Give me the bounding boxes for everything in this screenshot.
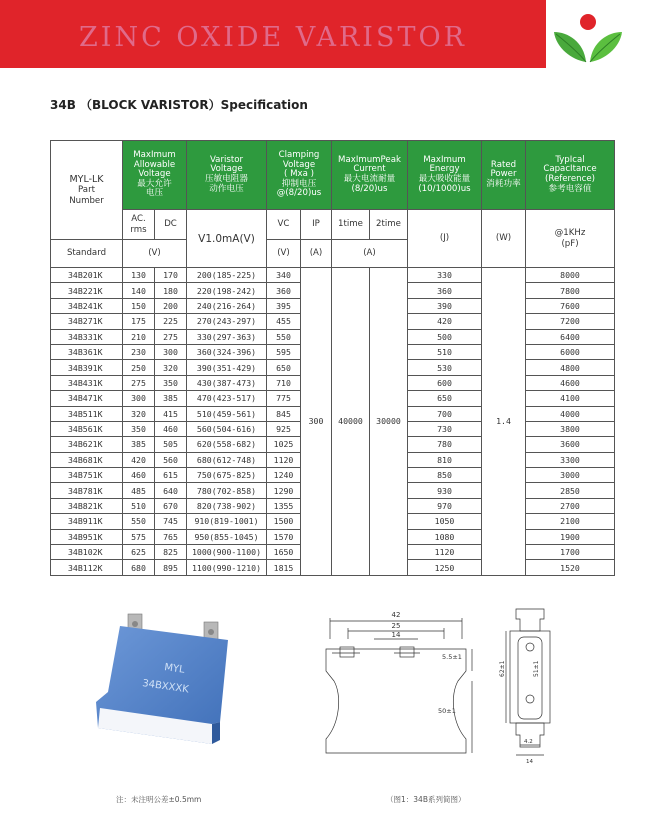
part-number-cell: 34B821K bbox=[51, 498, 123, 513]
header-line: (8/20)us bbox=[351, 183, 388, 194]
header-line: Allowable bbox=[133, 159, 176, 170]
capacitance-cell: 1700 bbox=[526, 545, 615, 560]
dc-subheader: DC bbox=[155, 210, 187, 240]
capacitance-cell: 4100 bbox=[526, 391, 615, 406]
part-header-l3: Number bbox=[69, 195, 104, 206]
header-line: Current bbox=[353, 164, 386, 175]
energy-cell: 390 bbox=[408, 298, 482, 313]
vc-subheader: VC bbox=[267, 210, 301, 240]
header-line: 最大吸收能量 bbox=[418, 174, 471, 184]
clamping-voltage-header bbox=[267, 141, 332, 210]
part-number-cell: 34B681K bbox=[51, 452, 123, 467]
ac-rms-cell: 250 bbox=[123, 360, 155, 375]
clamping-voltage-cell: 1120 bbox=[267, 452, 301, 467]
side-view-drawing bbox=[500, 605, 560, 770]
photo-label-1: MYL bbox=[163, 662, 186, 676]
peak-unit: (A) bbox=[332, 240, 408, 268]
capacitance-cell: 7600 bbox=[526, 298, 615, 313]
dc-cell: 615 bbox=[155, 468, 187, 483]
capacitance-cell: 2100 bbox=[526, 514, 615, 529]
capacitance-cell: 7200 bbox=[526, 314, 615, 329]
header-line: @1KHz bbox=[554, 227, 586, 238]
capacitance-cell: 3800 bbox=[526, 421, 615, 436]
spec-table bbox=[50, 140, 615, 576]
header-line: Energy bbox=[429, 164, 460, 175]
peak-current-header bbox=[332, 141, 408, 210]
ac-rms-cell: 385 bbox=[123, 437, 155, 452]
part-number-cell: 34B751K bbox=[51, 468, 123, 483]
dim-label-50: 50±1 bbox=[438, 707, 456, 715]
part-number-cell: 34B102K bbox=[51, 545, 123, 560]
capacitance-cell: 4000 bbox=[526, 406, 615, 421]
clamping-voltage-cell: 455 bbox=[267, 314, 301, 329]
varistor-voltage-cell: 1100(990-1210) bbox=[187, 560, 267, 575]
part-number-header bbox=[51, 141, 123, 240]
dc-cell: 505 bbox=[155, 437, 187, 452]
leaf-logo-icon bbox=[552, 12, 624, 66]
energy-cell: 930 bbox=[408, 483, 482, 498]
varistor-voltage-cell: 470(423-517) bbox=[187, 391, 267, 406]
varistor-voltage-cell: 220(198-242) bbox=[187, 283, 267, 298]
varistor-voltage-cell: 910(819-1001) bbox=[187, 514, 267, 529]
energy-cell: 1250 bbox=[408, 560, 482, 575]
header-line: MaxImumPeak bbox=[338, 154, 401, 165]
part-number-cell: 34B511K bbox=[51, 406, 123, 421]
clamping-voltage-cell: 1290 bbox=[267, 483, 301, 498]
capacitance-unit bbox=[526, 210, 615, 268]
energy-cell: 510 bbox=[408, 344, 482, 359]
dc-cell: 320 bbox=[155, 360, 187, 375]
part-number-cell: 34B112K bbox=[51, 560, 123, 575]
varistor-voltage-cell: 390(351-429) bbox=[187, 360, 267, 375]
capacitance-cell: 4600 bbox=[526, 375, 615, 390]
varistor-voltage-cell: 820(738-902) bbox=[187, 498, 267, 513]
energy-cell: 530 bbox=[408, 360, 482, 375]
part-number-cell: 34B431K bbox=[51, 375, 123, 390]
vc-unit: (V) bbox=[267, 240, 301, 268]
dc-cell: 640 bbox=[155, 483, 187, 498]
energy-cell: 330 bbox=[408, 268, 482, 283]
dim-label-14b: 14 bbox=[526, 759, 533, 765]
clamping-voltage-cell: 1025 bbox=[267, 437, 301, 452]
capacitance-cell: 4800 bbox=[526, 360, 615, 375]
energy-unit: (J) bbox=[408, 210, 482, 268]
energy-cell: 970 bbox=[408, 498, 482, 513]
dimension-drawing bbox=[300, 605, 500, 765]
energy-cell: 1080 bbox=[408, 529, 482, 544]
clamping-voltage-cell: 775 bbox=[267, 391, 301, 406]
capacitance-cell: 7800 bbox=[526, 283, 615, 298]
dc-cell: 170 bbox=[155, 268, 187, 283]
part-header-l2: Part bbox=[78, 184, 95, 195]
one-time-subheader: 1time bbox=[332, 210, 370, 240]
dc-cell: 200 bbox=[155, 298, 187, 313]
varistor-voltage-cell: 200(185-225) bbox=[187, 268, 267, 283]
standard-label: Standard bbox=[51, 240, 123, 268]
ip-unit: (A) bbox=[301, 240, 332, 268]
header-line: 抑制电压 bbox=[281, 178, 317, 189]
dc-cell: 415 bbox=[155, 406, 187, 421]
energy-cell: 730 bbox=[408, 421, 482, 436]
dc-cell: 745 bbox=[155, 514, 187, 529]
varistor-voltage-cell: 240(216-264) bbox=[187, 298, 267, 313]
capacitance-cell: 3600 bbox=[526, 437, 615, 452]
varistor-voltage-cell: 750(675-825) bbox=[187, 468, 267, 483]
energy-cell: 700 bbox=[408, 406, 482, 421]
varistor-voltage-cell: 950(855-1045) bbox=[187, 529, 267, 544]
spec-table-body bbox=[51, 268, 615, 576]
part-number-cell: 34B271K bbox=[51, 314, 123, 329]
banner-title: ZINC OXIDE VARISTOR bbox=[79, 22, 467, 53]
part-header-l1: MYL-LK bbox=[69, 173, 104, 185]
dc-cell: 460 bbox=[155, 421, 187, 436]
header-line: Power bbox=[490, 169, 517, 180]
energy-cell: 600 bbox=[408, 375, 482, 390]
dc-cell: 275 bbox=[155, 329, 187, 344]
energy-cell: 810 bbox=[408, 452, 482, 467]
capacitance-cell: 3300 bbox=[526, 452, 615, 467]
capacitance-header bbox=[526, 141, 615, 210]
clamping-voltage-cell: 395 bbox=[267, 298, 301, 313]
dc-cell: 385 bbox=[155, 391, 187, 406]
two-time-subheader: 2time bbox=[370, 210, 408, 240]
varistor-voltage-cell: 1000(900-1100) bbox=[187, 545, 267, 560]
header-line: (Reference) bbox=[545, 174, 595, 184]
clamping-voltage-cell: 1240 bbox=[267, 468, 301, 483]
capacitance-cell: 2850 bbox=[526, 483, 615, 498]
ac-rms-subheader bbox=[123, 210, 155, 240]
ip-subheader: IP bbox=[301, 210, 332, 240]
ac-rms-cell: 150 bbox=[123, 298, 155, 313]
part-number-cell: 34B561K bbox=[51, 421, 123, 436]
clamping-voltage-cell: 550 bbox=[267, 329, 301, 344]
header-line: AC. bbox=[131, 213, 146, 224]
clamping-voltage-cell: 1355 bbox=[267, 498, 301, 513]
energy-cell: 850 bbox=[408, 468, 482, 483]
header-line: MaxImum bbox=[133, 150, 176, 161]
voltage-unit: (V) bbox=[123, 240, 187, 268]
table-header-row bbox=[51, 141, 615, 210]
clamping-voltage-cell: 360 bbox=[267, 283, 301, 298]
varistor-voltage-cell: 510(459-561) bbox=[187, 406, 267, 421]
header-line: 电压 bbox=[145, 188, 164, 199]
table-row bbox=[51, 268, 615, 283]
ac-rms-cell: 625 bbox=[123, 545, 155, 560]
energy-cell: 500 bbox=[408, 329, 482, 344]
dim-label-42: 42 bbox=[391, 611, 401, 619]
header-line: Voltage bbox=[282, 159, 316, 170]
ac-rms-cell: 140 bbox=[123, 283, 155, 298]
ac-rms-cell: 230 bbox=[123, 344, 155, 359]
dim-label-25: 25 bbox=[391, 622, 401, 630]
ac-rms-cell: 460 bbox=[123, 468, 155, 483]
capacitance-cell: 2700 bbox=[526, 498, 615, 513]
part-number-cell: 34B331K bbox=[51, 329, 123, 344]
v1ma-subheader: V1.0mA(V) bbox=[187, 210, 267, 268]
rated-power-header bbox=[482, 141, 526, 210]
two-time-cell: 30000 bbox=[370, 268, 408, 576]
figure-caption: （图1：34B系列简图） bbox=[386, 795, 466, 804]
varistor-voltage-cell: 360(324-396) bbox=[187, 344, 267, 359]
header-line: (10/1000)us bbox=[418, 183, 471, 194]
one-time-cell: 40000 bbox=[332, 268, 370, 576]
varistor-voltage-cell: 620(558-682) bbox=[187, 437, 267, 452]
allowable-voltage-header bbox=[123, 141, 187, 210]
part-number-cell: 34B221K bbox=[51, 283, 123, 298]
ip-cell: 300 bbox=[301, 268, 332, 576]
clamping-voltage-cell: 1500 bbox=[267, 514, 301, 529]
varistor-voltage-cell: 680(612-748) bbox=[187, 452, 267, 467]
dc-cell: 895 bbox=[155, 560, 187, 575]
energy-cell: 360 bbox=[408, 283, 482, 298]
clamping-voltage-cell: 650 bbox=[267, 360, 301, 375]
clamping-voltage-cell: 845 bbox=[267, 406, 301, 421]
dc-cell: 180 bbox=[155, 283, 187, 298]
header-line: 压敏电阻器 bbox=[205, 174, 248, 184]
dim-label-4-2: 4.2 bbox=[524, 739, 533, 745]
part-number-cell: 34B241K bbox=[51, 298, 123, 313]
ac-rms-cell: 485 bbox=[123, 483, 155, 498]
ac-rms-cell: 550 bbox=[123, 514, 155, 529]
header-line: Voltage bbox=[210, 164, 243, 175]
capacitance-cell: 1520 bbox=[526, 560, 615, 575]
clamping-voltage-cell: 340 bbox=[267, 268, 301, 283]
header-line: CapacItance bbox=[543, 164, 597, 175]
header-line: @(8/20)us bbox=[276, 188, 322, 199]
photo-label-2: 34BXXXK bbox=[141, 678, 190, 696]
clamping-voltage-cell: 925 bbox=[267, 421, 301, 436]
dim-label-5-5: 5.5±1 bbox=[442, 653, 462, 661]
capacitance-cell: 1900 bbox=[526, 529, 615, 544]
part-number-cell: 34B621K bbox=[51, 437, 123, 452]
clamping-voltage-cell: 595 bbox=[267, 344, 301, 359]
header-line: 参考电容值 bbox=[548, 183, 592, 194]
varistor-voltage-header bbox=[187, 141, 267, 210]
capacitance-cell: 6400 bbox=[526, 329, 615, 344]
dim-label-14: 14 bbox=[391, 631, 401, 639]
clamping-voltage-cell: 710 bbox=[267, 375, 301, 390]
varistor-voltage-cell: 330(297-363) bbox=[187, 329, 267, 344]
header-line: MaxImum bbox=[423, 154, 466, 165]
varistor-voltage-cell: 270(243-297) bbox=[187, 314, 267, 329]
energy-cell: 780 bbox=[408, 437, 482, 452]
capacitance-cell: 6000 bbox=[526, 344, 615, 359]
part-number-cell: 34B951K bbox=[51, 529, 123, 544]
ac-rms-cell: 680 bbox=[123, 560, 155, 575]
header-line: 消耗功率 bbox=[486, 178, 521, 189]
rated-power-cell: 1.4 bbox=[482, 268, 526, 576]
capacitance-cell: 8000 bbox=[526, 268, 615, 283]
varistor-product-photo bbox=[92, 612, 242, 752]
max-energy-header bbox=[408, 141, 482, 210]
part-number-cell: 34B471K bbox=[51, 391, 123, 406]
header-line: (pF) bbox=[561, 238, 579, 249]
header-line: Voltage bbox=[138, 169, 171, 180]
varistor-voltage-cell: 560(504-616) bbox=[187, 421, 267, 436]
header-line: Rated bbox=[490, 159, 517, 170]
header-line: 最大允许 bbox=[137, 178, 172, 189]
clamping-voltage-cell: 1815 bbox=[267, 560, 301, 575]
energy-cell: 420 bbox=[408, 314, 482, 329]
power-unit: (W) bbox=[482, 210, 526, 268]
dim-label-62: 62±1 bbox=[499, 660, 506, 677]
header-line: Varistor bbox=[209, 154, 244, 165]
tolerance-note: 注：未注明公差±0.5mm bbox=[116, 795, 202, 804]
header-line: TypIcal bbox=[555, 154, 585, 165]
header-line: 动作电压 bbox=[209, 183, 244, 194]
part-number-cell: 34B361K bbox=[51, 344, 123, 359]
energy-cell: 650 bbox=[408, 391, 482, 406]
header-line: rms bbox=[130, 224, 147, 235]
ac-rms-cell: 130 bbox=[123, 268, 155, 283]
capacitance-cell: 3000 bbox=[526, 468, 615, 483]
ac-rms-cell: 275 bbox=[123, 375, 155, 390]
part-number-cell: 34B391K bbox=[51, 360, 123, 375]
dc-cell: 300 bbox=[155, 344, 187, 359]
ac-rms-cell: 420 bbox=[123, 452, 155, 467]
dc-cell: 560 bbox=[155, 452, 187, 467]
energy-cell: 1050 bbox=[408, 514, 482, 529]
clamping-voltage-cell: 1650 bbox=[267, 545, 301, 560]
header-line: ( Mxa ) bbox=[284, 169, 314, 180]
dc-cell: 350 bbox=[155, 375, 187, 390]
ac-rms-cell: 300 bbox=[123, 391, 155, 406]
varistor-voltage-cell: 780(702-858) bbox=[187, 483, 267, 498]
ac-rms-cell: 510 bbox=[123, 498, 155, 513]
dc-cell: 765 bbox=[155, 529, 187, 544]
table-subheader-row bbox=[51, 210, 615, 240]
part-number-cell: 34B201K bbox=[51, 268, 123, 283]
ac-rms-cell: 350 bbox=[123, 421, 155, 436]
dim-label-51: 51±1 bbox=[533, 660, 540, 677]
ac-rms-cell: 575 bbox=[123, 529, 155, 544]
dc-cell: 825 bbox=[155, 545, 187, 560]
dc-cell: 670 bbox=[155, 498, 187, 513]
header-line: Clamping bbox=[278, 150, 320, 161]
header-line: 最大电流耐量 bbox=[343, 174, 396, 184]
ac-rms-cell: 320 bbox=[123, 406, 155, 421]
varistor-voltage-cell: 430(387-473) bbox=[187, 375, 267, 390]
part-number-cell: 34B781K bbox=[51, 483, 123, 498]
dc-cell: 225 bbox=[155, 314, 187, 329]
part-number-cell: 34B911K bbox=[51, 514, 123, 529]
energy-cell: 1120 bbox=[408, 545, 482, 560]
ac-rms-cell: 210 bbox=[123, 329, 155, 344]
spec-title: 34B （BLOCK VARISTOR）Specification bbox=[50, 98, 308, 112]
ac-rms-cell: 175 bbox=[123, 314, 155, 329]
clamping-voltage-cell: 1570 bbox=[267, 529, 301, 544]
